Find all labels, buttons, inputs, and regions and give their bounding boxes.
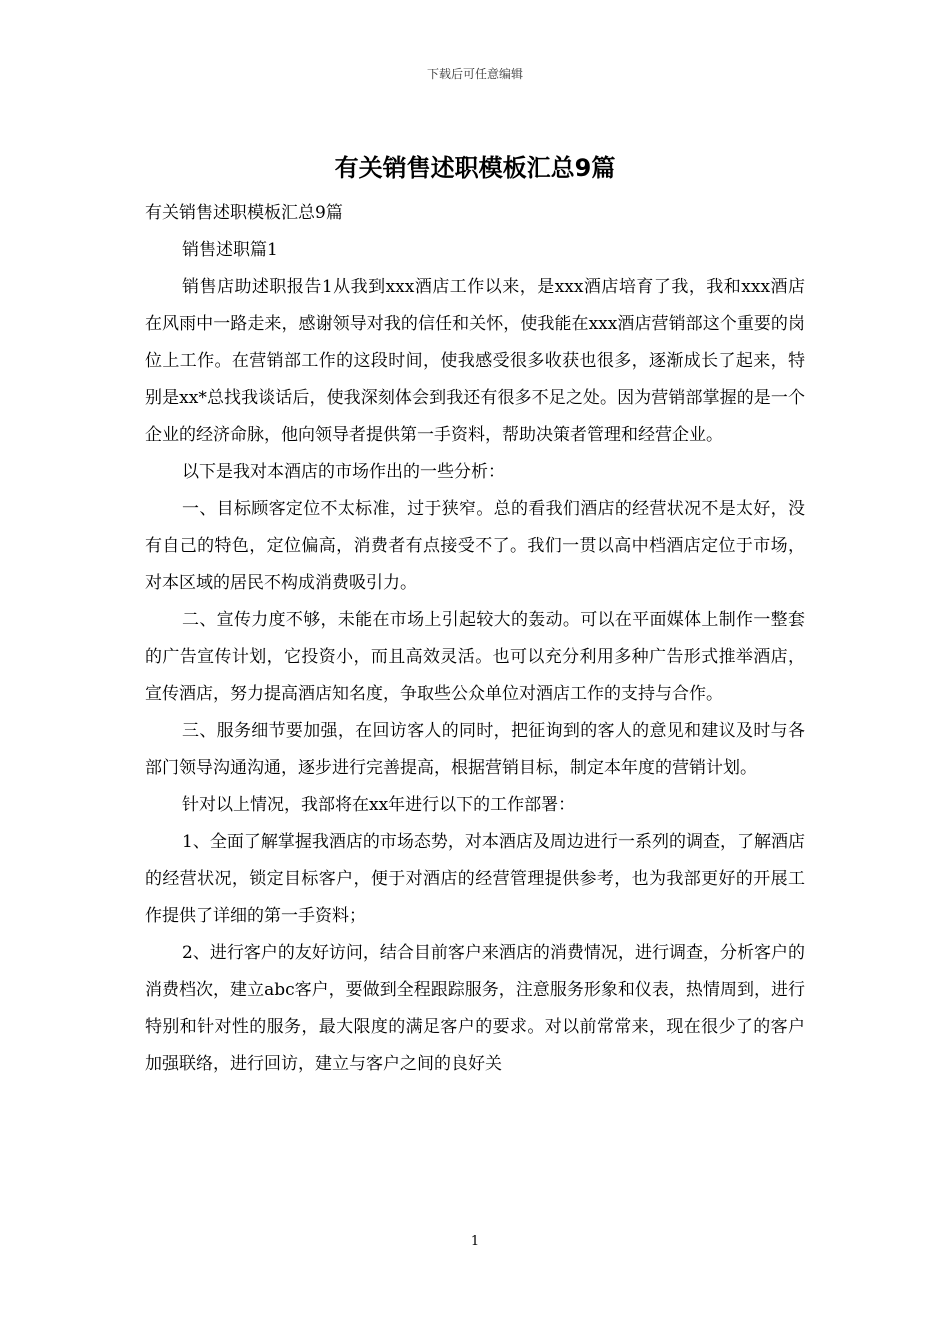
body-paragraph: 一、目标顾客定位不太标准，过于狭窄。总的看我们酒店的经营状况不是太好，没有自己的特色，定位偏高，消费者有点接受不了。我们一贯以高中档酒店定位于市场，对本区域的居民不构成消费吸引力。 bbox=[145, 499, 805, 593]
body-paragraph: 2、进行客户的友好访问，结合目前客户来酒店的消费情况，进行调查，分析客户的消费档次，建立abc客户，要做到全程跟踪服务，注意服务形象和仪表，热情周到，进行特别和针对性的服务，最大限度的满足客户的要求。对以前常常来，现在很少了的客户加强联络，进行回访，建立与客户之间的良好关 bbox=[145, 943, 805, 1074]
page-number: 1 bbox=[470, 1234, 480, 1249]
body-paragraph: 销售店助述职报告1从我到xxx酒店工作以来，是xxx酒店培育了我，我和xxx酒店在风雨中一路走来，感谢领导对我的信任和关怀，使我能在xxx酒店营销部这个重要的岗位上工作。在营销部工作的这段时间，使我感受很多收获也很多，逐渐成长了起来，特别是xx*总找我谈话后，使我深刻体会到我还有很多不足之处。因为营销部掌握的是一个企业的经济命脉，他向领导者提供第一手资料，帮助决策者管理和经营企业。 bbox=[145, 277, 805, 445]
body-paragraph: 二、宣传力度不够，未能在市场上引起较大的轰动。可以在平面媒体上制作一整套的广告宣传计划，它投资小，而且高效灵活。也可以充分利用多种广告形式推举酒店，宣传酒店，努力提高酒店知名度，争取些公众单位对酒店工作的支持与合作。 bbox=[145, 610, 805, 704]
document-body bbox=[145, 195, 805, 1083]
document-subtitle: 有关销售述职模板汇总9篇 bbox=[145, 203, 343, 223]
header-note: 下载后可任意编辑 bbox=[426, 67, 523, 81]
document-title: 有关销售述职模板汇总9篇 bbox=[334, 154, 616, 182]
body-paragraph: 以下是我对本酒店的市场作出的一些分析： bbox=[182, 462, 505, 482]
body-paragraph: 三、服务细节要加强，在回访客人的同时，把征询到的客人的意见和建议及时与各部门领导沟通沟通，逐步进行完善提高，根据营销目标，制定本年度的营销计划。 bbox=[145, 721, 805, 778]
body-paragraph: 针对以上情况，我部将在xx年进行以下的工作部署： bbox=[182, 795, 576, 815]
body-paragraph: 1、全面了解掌握我酒店的市场态势，对本酒店及周边进行一系列的调查，了解酒店的经营状况，锁定目标客户，便于对酒店的经营管理提供参考，也为我部更好的开展工作提供了详细的第一手资料； bbox=[145, 832, 805, 926]
section-heading: 销售述职篇1 bbox=[182, 240, 278, 260]
